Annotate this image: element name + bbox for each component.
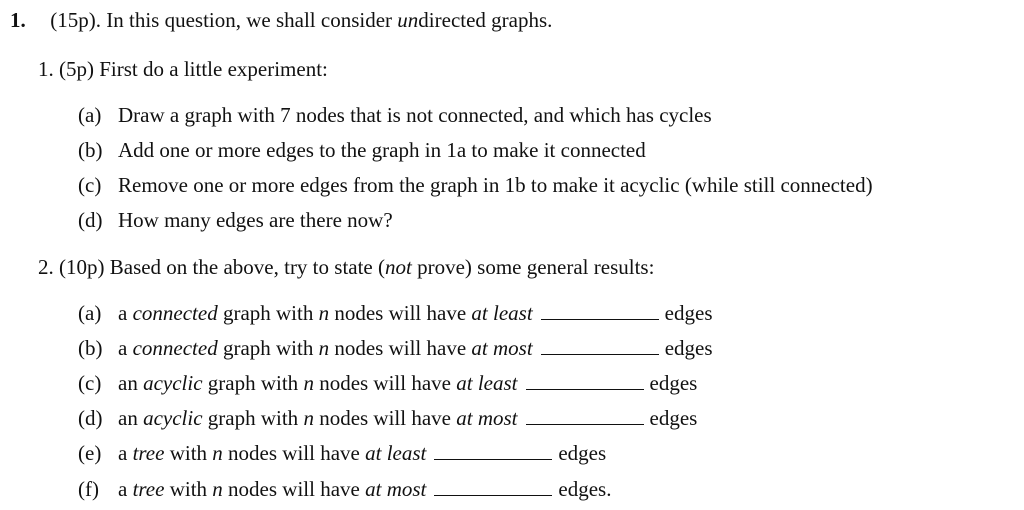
item-adjective: tree <box>132 477 165 501</box>
item-text: an <box>118 371 144 395</box>
part2-item <box>78 370 697 396</box>
item-text: a <box>118 336 133 360</box>
part2-heading-emphasis: not <box>385 255 412 279</box>
part1-item-label: (b) <box>78 138 103 162</box>
part2-heading-post: prove) some general results: <box>411 255 655 279</box>
part1-item-label: (c) <box>78 173 102 197</box>
answer-blank[interactable] <box>541 305 659 320</box>
item-text: with <box>164 441 213 465</box>
item-bound: at least <box>365 441 427 465</box>
item-text: nodes will have <box>313 406 457 430</box>
answer-blank[interactable] <box>526 410 644 425</box>
item-variable: n <box>212 477 223 501</box>
answer-blank[interactable] <box>541 340 659 355</box>
part1-item <box>78 172 873 198</box>
item-text: graph with <box>217 301 319 325</box>
item-variable: n <box>318 301 330 325</box>
part2-heading-pre: (10p) Based on the above, try to state ( <box>59 255 385 279</box>
item-end: edges <box>664 336 713 360</box>
part1-item-label: (a) <box>78 103 102 127</box>
part1-heading-text: (5p) First do a little experiment: <box>59 57 328 81</box>
item-bound: at most <box>365 477 427 501</box>
question-intro-emphasis: un <box>397 8 419 32</box>
item-text: nodes will have <box>329 336 472 360</box>
part2-item-label: (a) <box>78 301 102 325</box>
question-intro-post: directed graphs. <box>418 8 553 32</box>
item-text: graph with <box>202 406 304 430</box>
answer-blank[interactable] <box>434 445 552 460</box>
part1-item-text: Add one or more edges to the graph in 1a to make it connected <box>118 138 646 162</box>
item-text: nodes will have <box>329 301 472 325</box>
part2-item <box>78 335 713 361</box>
item-text: an <box>118 406 144 430</box>
item-bound: at least <box>471 301 533 325</box>
item-bound: at least <box>456 371 518 395</box>
item-variable: n <box>318 336 330 360</box>
item-end: edges <box>664 301 713 325</box>
part2-item-label: (e) <box>78 441 102 465</box>
item-end: edges <box>558 441 607 465</box>
item-variable: n <box>212 441 223 465</box>
part2-item <box>78 300 713 326</box>
item-variable: n <box>303 371 314 395</box>
part1-item-text: Draw a graph with 7 nodes that is not connected, and which has cycles <box>118 103 712 127</box>
item-text: nodes will have <box>222 477 366 501</box>
part1-item-label: (d) <box>78 208 103 232</box>
part1-heading <box>38 56 328 82</box>
part2-item-label: (d) <box>78 406 103 430</box>
item-text: a <box>118 477 133 501</box>
question-header <box>10 7 552 33</box>
item-bound: at most <box>471 336 533 360</box>
question-number: 1. <box>10 8 26 32</box>
item-end: edges <box>649 406 698 430</box>
item-text: nodes will have <box>313 371 457 395</box>
item-text: a <box>118 301 133 325</box>
item-bound: at most <box>456 406 518 430</box>
answer-blank[interactable] <box>434 481 552 496</box>
item-adjective: acyclic <box>143 371 203 395</box>
item-adjective: acyclic <box>143 406 203 430</box>
part1-item-text: Remove one or more edges from the graph in 1b to make it acyclic (while still connected) <box>118 173 873 197</box>
part2-item <box>78 476 611 502</box>
part2-item <box>78 405 697 431</box>
item-end: edges <box>649 371 698 395</box>
item-text: graph with <box>217 336 319 360</box>
answer-blank[interactable] <box>526 375 644 390</box>
part1-item <box>78 102 712 128</box>
item-adjective: connected <box>132 301 218 325</box>
part2-number: 2. <box>38 255 54 279</box>
item-text: nodes will have <box>222 441 366 465</box>
part2-item-label: (f) <box>78 477 99 501</box>
part1-item <box>78 207 393 233</box>
question-intro-pre: In this question, we shall consider <box>106 8 398 32</box>
item-end: edges. <box>558 477 612 501</box>
item-text: graph with <box>202 371 304 395</box>
item-adjective: tree <box>132 441 165 465</box>
item-variable: n <box>303 406 314 430</box>
item-text: a <box>118 441 133 465</box>
part2-item-label: (c) <box>78 371 102 395</box>
part2-item-label: (b) <box>78 336 103 360</box>
part1-number: 1. <box>38 57 54 81</box>
part2-heading <box>38 254 654 280</box>
part1-item-text: How many edges are there now? <box>118 208 393 232</box>
question-points: (15p). <box>50 8 101 32</box>
part1-item <box>78 137 646 163</box>
item-text: with <box>164 477 213 501</box>
item-adjective: connected <box>132 336 218 360</box>
part2-item <box>78 440 606 466</box>
